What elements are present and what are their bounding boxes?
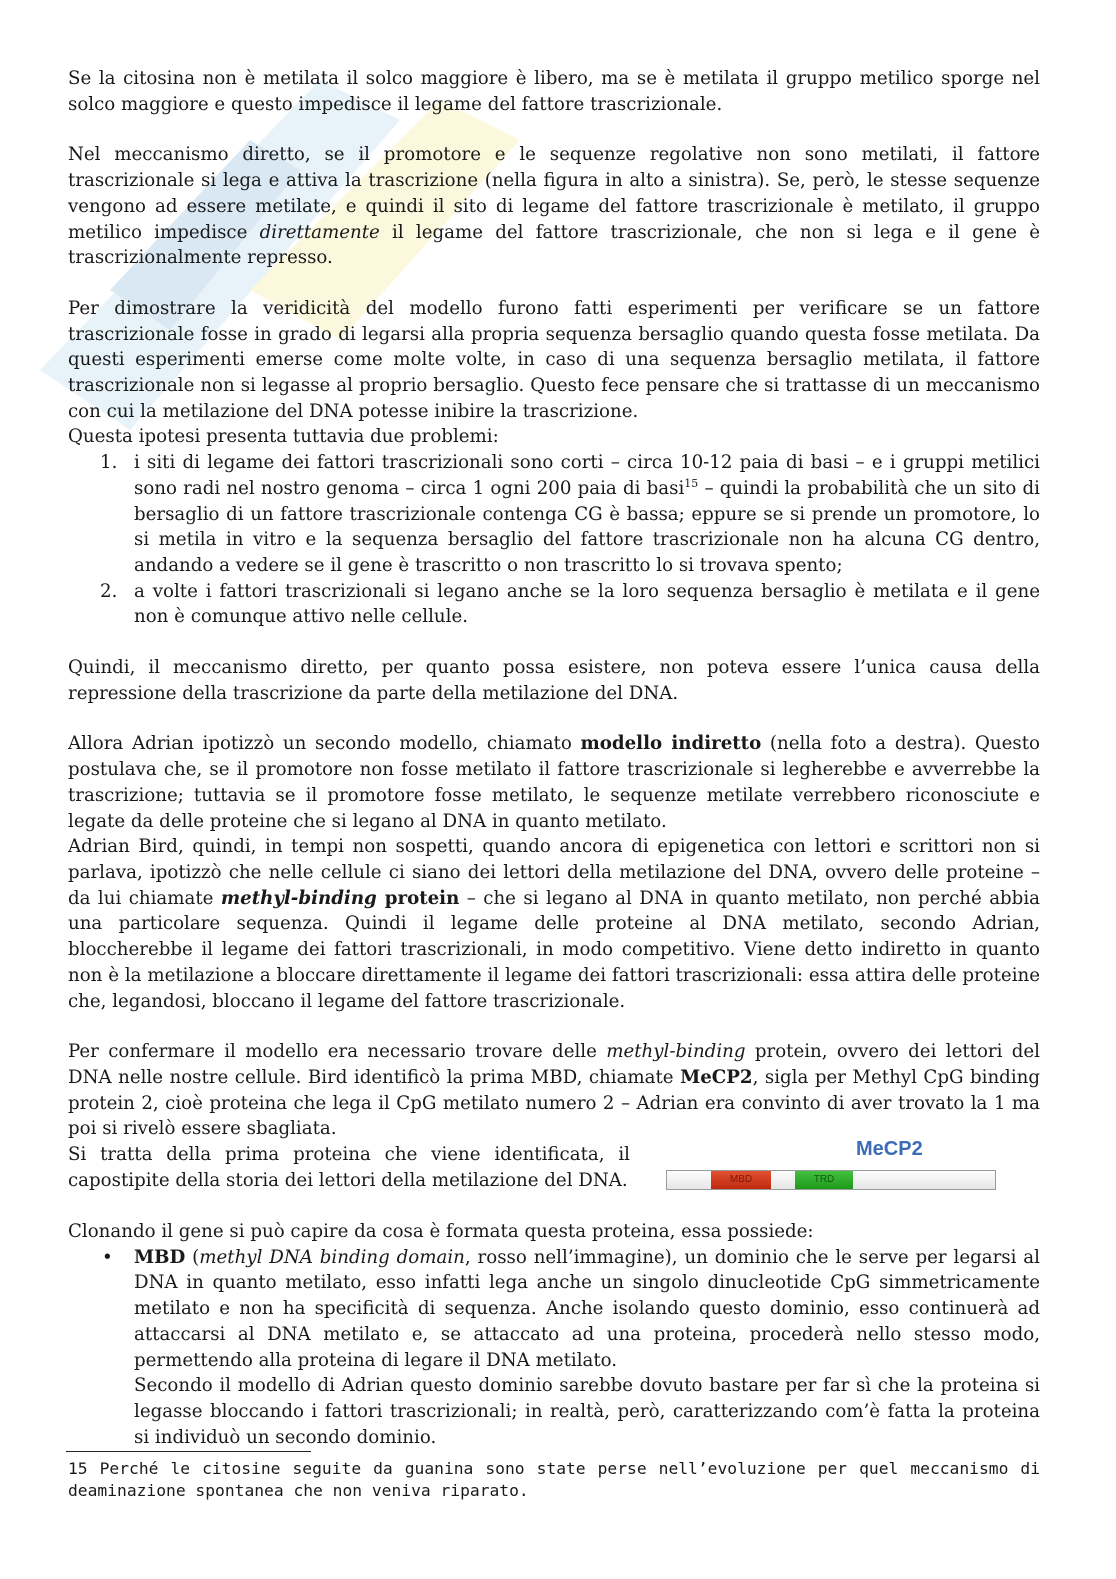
paragraph-methylation-groove: Se la citosina non è metilata il solco maggiore è libero, ma se è metilata il gruppo metilico sporge nel solco maggiore e questo impedisce il legame del fattore trascrizionale. xyxy=(68,68,1040,115)
paragraph-experiments: Per dimostrare la veridicità del modello furono fatti esperimenti per verificare se un fattore trascrizionale fosse in grado di legarsi alla propria sequenza bersaglio quando questa fosse metilata. Da questi esperimenti emerse come molte volte, in caso di una sequenza bersaglio metilata, il fattore trascrizionale non si legasse al proprio bersaglio. Questo fece pensare che si trattasse di un meccanismo con cui la metilazione del DNA potesse inibire la trascrizione. xyxy=(68,297,1040,422)
problems-list xyxy=(68,450,1040,630)
list-item: • MBD (methyl DNA binding domain, rosso nell’immagine), un dominio che le serve per legarsi al DNA in quanto metilato, esso infatti lega anche un singolo dinucleotide CpG simmetricamente metilato e non ha specificità di sequenza. Anche isolando questo dominio, esso continuerà ad attaccarsi al DNA metilato e, se attaccato ad una proteina, procederà nello stesso modo, permettendo alla proteina di legare il DNA metilato. xyxy=(102,1246,1040,1371)
mecp2-domain-diagram xyxy=(666,1138,998,1198)
paragraph-problems-intro: Questa ipotesi presenta tuttavia due problemi: xyxy=(68,426,499,448)
footnote-separator xyxy=(66,1451,311,1452)
trd-domain: TRD xyxy=(795,1171,853,1189)
footnote-reference: 15 xyxy=(684,476,699,490)
domains-list xyxy=(68,1245,1040,1451)
paragraph-direct-mechanism: Nel meccanismo diretto, se il promotore e le sequenze regolative non sono metilati, il fattore trascrizionale si lega e attiva la trascrizione (nella figura in alto a sinistra). Se, però, le stesse sequenze vengono ad essere metilate, e quindi il sito di legame del fattore trascrizionale è metilato, il gruppo metilico impedisce direttamente il legame del fattore trascrizionale, che non si lega e il gene è trascrizionalmente represso. xyxy=(68,144,1040,269)
document-body xyxy=(68,66,1040,1450)
footnote: 15 Perché le citosine seguite da guanina sono state perse nell’evoluzione per quel meccanismo di deaminazione spontanea che non veniva riparato. xyxy=(68,1459,1040,1500)
mecp2-figure-row xyxy=(68,1138,1040,1194)
list-item-continuation: Secondo il modello di Adrian questo dominio sarebbe dovuto bastare per far sì che la proteina si legasse bloccando i fattori trascrizionali; in realtà, però, caratterizzando com’è fatta la proteina si individuò un secondo dominio. xyxy=(134,1375,1040,1448)
protein-bar xyxy=(666,1170,996,1190)
diagram-title: MeCP2 xyxy=(856,1138,923,1161)
list-item: 2. a volte i fattori trascrizionali si legano anche se la loro sequenza bersaglio è metilata e il gene non è comunque attivo nelle cellule. xyxy=(100,580,1040,628)
paragraph-cloning: Clonando il gene si può capire da cosa è formata questa proteina, essa possiede: xyxy=(68,1221,814,1243)
paragraph-conclusion-direct: Quindi, il meccanismo diretto, per quanto possa esistere, non poteva essere l’unica causa della repressione della trascrizione da parte della metilazione del DNA. xyxy=(68,657,1040,704)
paragraph-bird-hypothesis: Adrian Bird, quindi, in tempi non sospetti, quando ancora di epigenetica con lettori e scrittori non si parlava, ipotizzò che nelle cellule ci siano dei lettori della metilazione del DNA, ovvero delle proteine – da lui chiamate methyl-binding protein – che si legano al DNA in quanto metilato, non perché abbia una particolare sequenza. Quindi il legame delle proteine al DNA metilato, secondo Adrian, bloccherebbe il legame dei fattori trascrizionali, in modo competitivo. Viene detto indiretto in quanto non è la metilazione a bloccare direttamente il legame dei fattori trascrizionali: essa attira delle proteine che, legandosi, bloccano il legame del fattore trascrizionale. xyxy=(68,836,1040,1012)
paragraph-mecp2-discovery: Per confermare il modello era necessario trovare delle methyl-binding protein, ovvero dei lettori del DNA nelle nostre cellule. Bird identificò la prima MBD, chiamate MeCP2, sigla per Methyl CpG binding protein 2, cioè proteina che lega il CpG metilato numero 2 – Adrian era convinto di aver trovato la 1 ma poi si rivelò essere sbagliata. xyxy=(68,1041,1041,1140)
list-item: 1. i siti di legame dei fattori trascrizionali sono corti – circa 10-12 paia di basi – e i gruppi metilici sono radi nel nostro genoma – circa 1 ogni 200 paia di basi$^{15}$ – quindi la probabilità che un sito di bersaglio di un fattore trascrizionale contenga CG è bassa; eppure se si prende un promotore, lo si metila in vitro e la sequenza bersaglio del fattore trascrizionale non ha alcuna CG dentro, andando a vedere se il gene è trascritto o non trascritto lo si trovava spento; xyxy=(100,452,1040,576)
paragraph-indirect-model: Allora Adrian ipotizzò un secondo modello, chiamato modello indiretto (nella foto a destra). Questo postulava che, se il promotore non fosse metilato il fattore trascrizionale si legherebbe e avverrebbe la trascrizione; tuttavia se il promotore fosse metilato, le sequenze metilate verrebbero riconosciute e legate da delle proteine che si legano al DNA in quanto metilato. xyxy=(68,733,1040,832)
mbd-domain: MBD xyxy=(711,1171,771,1189)
paragraph-first-protein: Si tratta della prima proteina che viene identificata, il capostipite della storia dei lettori della metilazione del DNA. xyxy=(68,1144,630,1191)
